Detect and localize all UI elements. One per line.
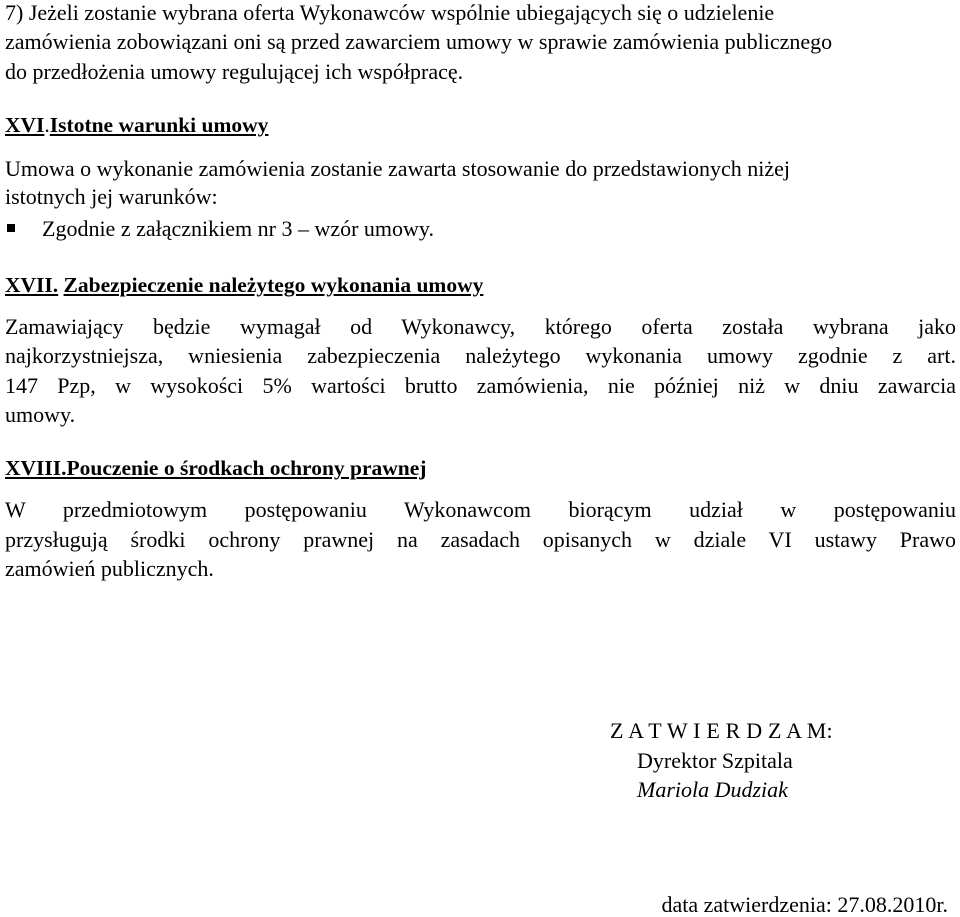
section-xvii-line-1: Zamawiający będzie wymagał od Wykonawcy, którego oferta została wybrana jako [5, 314, 956, 339]
section-xviii-title: Pouczenie o środkach ochrony prawnej [66, 456, 427, 480]
approval-heading: Z A T W I E R D Z A M: [610, 718, 833, 743]
section-xvii-heading [5, 272, 483, 298]
square-bullet-icon [7, 224, 15, 232]
section-xvi-bullet-text: Zgodnie z załącznikiem nr 3 – wzór umowy. [42, 216, 434, 241]
section-xvii-line-3: 147 Pzp, w wysokości 5% wartości brutto zamówienia, nie później niż w dniu zawarcia [5, 373, 956, 398]
section-xvi-heading [5, 112, 268, 138]
section-xviii-line-1: W przedmiotowym postępowaniu Wykonawcom biorącym udział w postępowaniu [5, 497, 956, 522]
section-xvi-title: Istotne warunki umowy [49, 113, 269, 137]
intro-line-3: do przedłożenia umowy regulującej ich współpracę. [5, 59, 464, 84]
approval-date: data zatwierdzenia: 27.08.2010r. [661, 892, 948, 917]
section-xvii-number: XVII. [5, 273, 59, 297]
intro-line-2: zamówienia zobowiązani oni są przed zawarciem umowy w sprawie zamówienia publicznego [5, 29, 833, 54]
section-xviii-number: XVIII. [5, 456, 67, 480]
section-xviii-heading [5, 455, 426, 481]
section-xvii-line-2: najkorzystniejsza, wniesienia zabezpieczenia należytego wykonania umowy zgodnie z art. [5, 343, 956, 368]
section-xvi-number: XVI [5, 113, 45, 137]
intro-line-1: 7) Jeżeli zostanie wybrana oferta Wykonawców wspólnie ubiegających się o udzielenie [5, 0, 775, 25]
section-xvii-line-4: umowy. [5, 402, 76, 427]
section-xvi-line-2: istotnych jej warunków: [5, 184, 218, 209]
signatory-role: Dyrektor Szpitala [637, 748, 793, 773]
section-xvi-separator: . [44, 113, 50, 137]
section-xvi-line-1: Umowa o wykonanie zamówienia zostanie zawarta stosowanie do przedstawionych niżej [5, 156, 791, 181]
section-xvii-title: Zabezpieczenie należytego wykonania umowy [63, 273, 484, 297]
section-xvi-bullet-item [5, 215, 705, 243]
section-xviii-line-2: przysługują środki ochrony prawnej na zasadach opisanych w dziale VI ustawy Prawo [5, 527, 956, 552]
section-xviii-line-3: zamówień publicznych. [5, 556, 214, 581]
signatory-name: Mariola Dudziak [637, 777, 788, 802]
